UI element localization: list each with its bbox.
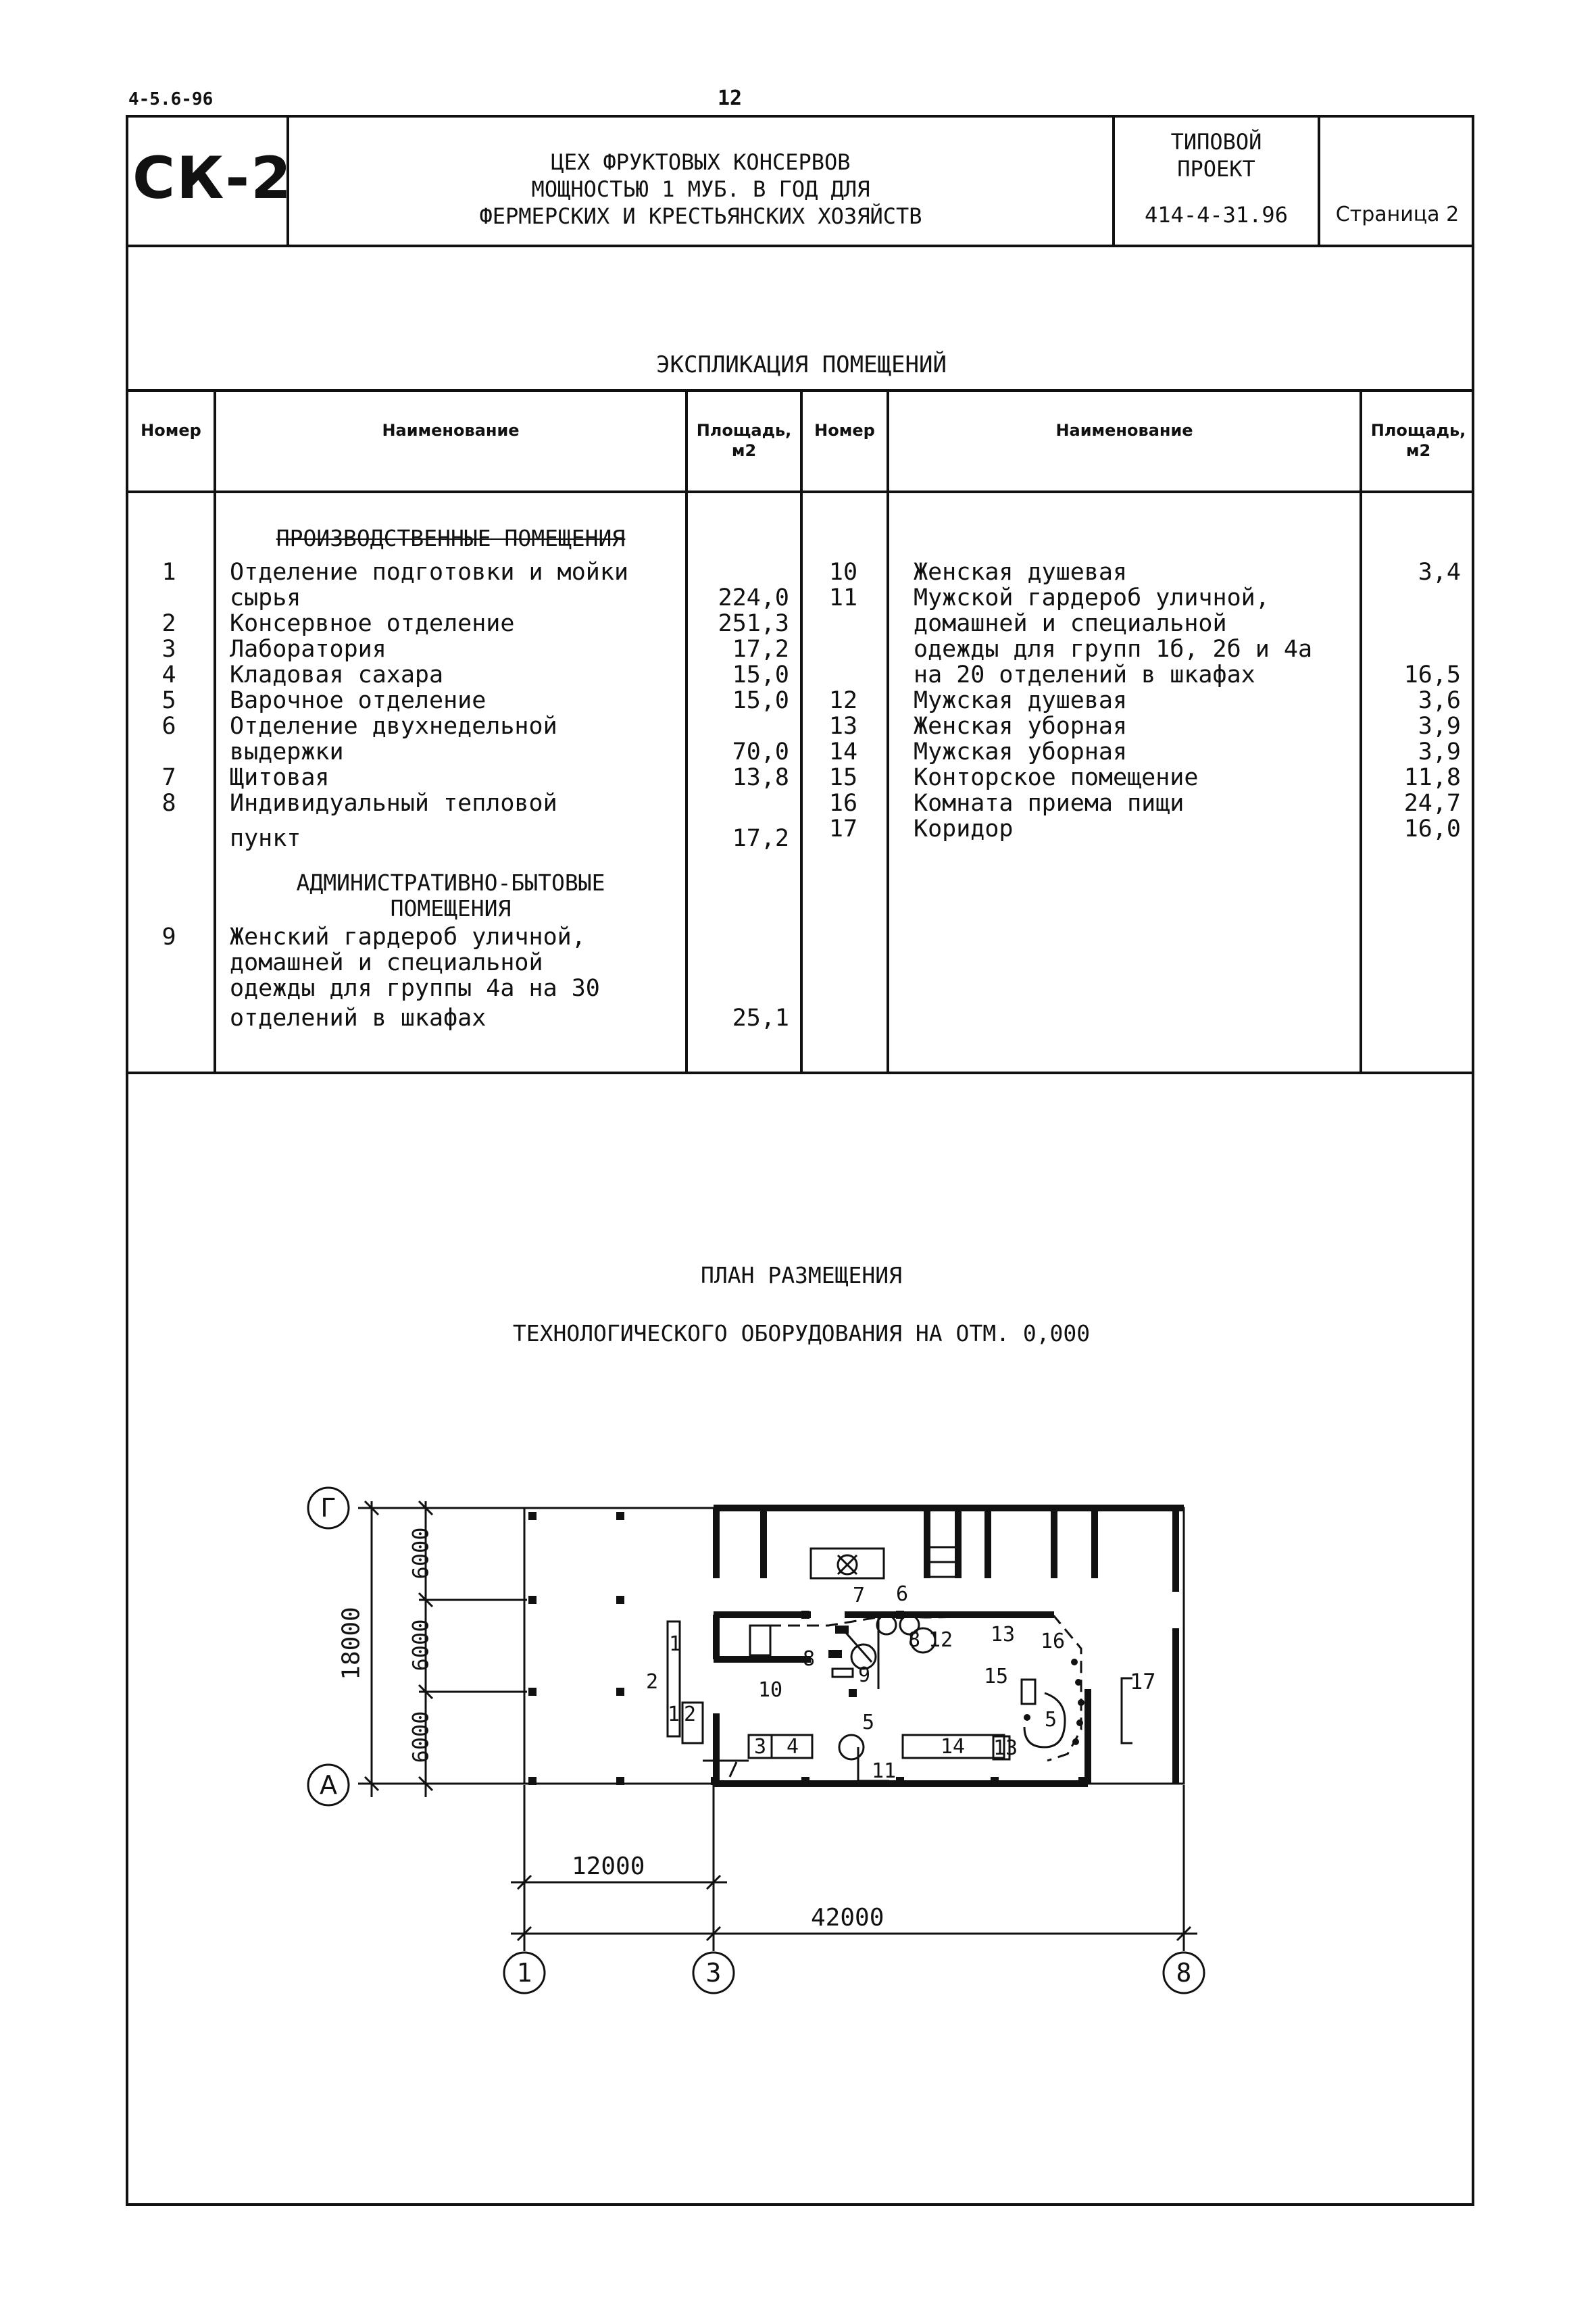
left-row-area: 15,0 xyxy=(732,661,789,688)
equip-mark: 17 xyxy=(1130,1669,1156,1694)
left-row-area: 17,2 xyxy=(732,825,789,852)
left-row-no: 1 xyxy=(161,559,176,586)
right-row-area: 16,5 xyxy=(1403,661,1461,688)
right-row-name: Мужская душевая xyxy=(914,687,1128,714)
axis-label-3: 3 xyxy=(705,1958,722,1988)
right-row-name: на 20 отделений в шкафах xyxy=(914,661,1255,688)
plan-title: ПЛАН РАЗМЕЩЕНИЯ xyxy=(700,1262,902,1288)
left-row-name: Щитовая xyxy=(230,764,330,791)
left-row-no: 4 xyxy=(161,661,176,688)
equip-mark: 13 xyxy=(991,1623,1016,1646)
left-row-name: сырья xyxy=(230,584,301,611)
equip-mark: 5 xyxy=(1045,1708,1057,1732)
axis-label-G: Г xyxy=(320,1493,336,1523)
left-row-area: 251,3 xyxy=(718,610,789,637)
equip-mark: 14 xyxy=(941,1735,966,1759)
left-row-no: 5 xyxy=(161,687,176,714)
left-row-no: 2 xyxy=(161,610,176,637)
equip-mark: 10 xyxy=(758,1678,783,1702)
project-title-line-2: МОЩНОСТЬЮ 1 МУБ. В ГОД ДЛЯ xyxy=(531,176,870,202)
equip-mark: 7 xyxy=(853,1584,866,1607)
equip-mark: 13 xyxy=(993,1736,1018,1760)
left-row-no: 3 xyxy=(161,636,176,663)
right-row-area: 3,6 xyxy=(1418,687,1461,714)
left-row-area: 224,0 xyxy=(718,584,789,611)
right-row-name: Конторское помещение xyxy=(914,764,1199,791)
left-row-name: отделений в шкафах xyxy=(230,1005,487,1032)
equip-mark: 1 xyxy=(668,1703,680,1726)
right-row-name: Женская душевая xyxy=(914,559,1128,586)
right-row-no: 14 xyxy=(828,738,858,765)
header-area-right-line-2: м2 xyxy=(1405,441,1431,460)
axis-label-8: 8 xyxy=(1176,1958,1192,1988)
equip-mark: 16 xyxy=(1041,1630,1066,1653)
sheet-number: 12 xyxy=(718,86,743,110)
project-type-line-2: ПРОЕКТ xyxy=(1177,156,1255,182)
left-row-name: Кладовая сахара xyxy=(230,661,444,688)
left-row-name: пункт xyxy=(230,825,301,852)
left-row-name: домашней и специальной xyxy=(230,949,543,976)
right-row-area: 24,7 xyxy=(1403,790,1461,817)
left-row-name: выдержки xyxy=(230,738,344,765)
left-row-no: 6 xyxy=(161,713,176,740)
header-area-left-line-2: м2 xyxy=(731,441,757,460)
group-production: ПРОИЗВОДСТВЕННЫЕ ПОМЕЩЕНИЯ xyxy=(276,525,626,551)
project-title-line-1: ЦЕХ ФРУКТОВЫХ КОНСЕРВОВ xyxy=(551,149,851,175)
right-row-no: 11 xyxy=(828,584,858,611)
left-row-area: 70,0 xyxy=(732,738,789,765)
left-row-name: одежды для группы 4а на 30 xyxy=(230,975,600,1002)
right-row-no: 10 xyxy=(828,559,858,586)
right-row-name: одежды для групп 1б, 2б и 4а xyxy=(914,636,1313,663)
left-row-name: Индивидуальный тепловой xyxy=(230,790,557,817)
right-row-area: 3,9 xyxy=(1418,713,1461,740)
dim-overall-width: 42000 xyxy=(811,1904,884,1932)
explication-title: ЭКСПЛИКАЦИЯ ПОМЕЩЕНИЙ xyxy=(656,351,947,378)
dim-first-span: 12000 xyxy=(572,1853,645,1880)
header-name-left: Наименование xyxy=(382,421,520,440)
equip-mark: 1 xyxy=(669,1632,682,1656)
plan-subtitle: ТЕХНОЛОГИЧЕСКОГО ОБОРУДОВАНИЯ НА ОТМ. 0,000 xyxy=(512,1320,1091,1347)
right-row-no: 17 xyxy=(828,815,858,842)
page-label: Страница 2 xyxy=(1335,203,1460,226)
right-row-area: 11,8 xyxy=(1403,764,1461,791)
dim-bay-top: 6000 xyxy=(407,1527,434,1580)
right-row-name: Мужская уборная xyxy=(914,738,1128,765)
project-number: 414-4-31.96 xyxy=(1145,202,1288,228)
left-row-name: Консервное отделение xyxy=(230,610,515,637)
dim-bay-middle: 6000 xyxy=(407,1619,434,1671)
group-admin-line-2: ПОМЕЩЕНИЯ xyxy=(390,895,512,922)
equip-mark: 15 xyxy=(984,1665,1009,1688)
equip-mark: 5 xyxy=(862,1711,875,1734)
equip-mark: 6 xyxy=(896,1582,909,1606)
right-row-name: Мужской гардероб уличной, xyxy=(914,584,1270,611)
axis-label-A: А xyxy=(320,1770,337,1800)
dim-overall-height: 18000 xyxy=(337,1607,366,1680)
left-row-name: Женский гардероб уличной, xyxy=(230,924,586,951)
right-row-name: Женская уборная xyxy=(914,713,1128,740)
equip-mark: 2 xyxy=(646,1670,659,1694)
equip-mark: 9 xyxy=(858,1663,871,1687)
left-row-area: 13,8 xyxy=(732,764,789,791)
equip-mark: 12 xyxy=(928,1628,953,1652)
right-row-name: домашней и специальной xyxy=(914,610,1227,637)
equip-mark: 4 xyxy=(787,1735,799,1759)
left-row-name: Варочное отделение xyxy=(230,687,487,714)
left-row-no: 9 xyxy=(161,924,176,951)
right-row-no: 16 xyxy=(828,790,858,817)
equip-mark: 11 xyxy=(872,1759,897,1783)
left-row-no: 8 xyxy=(161,790,176,817)
equip-mark: 3 xyxy=(754,1735,767,1759)
left-row-area: 25,1 xyxy=(732,1005,789,1032)
left-row-name: Отделение подготовки и мойки xyxy=(230,559,629,586)
right-row-name: Комната приема пищи xyxy=(914,790,1184,817)
left-row-name: Отделение двухнедельной xyxy=(230,713,557,740)
equip-mark: 2 xyxy=(684,1703,697,1726)
axis-label-1: 1 xyxy=(516,1958,532,1988)
document-code: 4-5.6-96 xyxy=(128,89,214,109)
left-row-area: 15,0 xyxy=(732,687,789,714)
equip-mark: 8 xyxy=(908,1628,921,1652)
right-row-name: Коридор xyxy=(914,815,1014,842)
right-row-area: 3,4 xyxy=(1418,559,1461,586)
left-row-name: Лаборатория xyxy=(230,636,386,663)
sheet-mark: СК-2 xyxy=(132,145,293,212)
right-row-no: 13 xyxy=(828,713,858,740)
equip-mark: 8 xyxy=(803,1647,816,1671)
right-row-area: 3,9 xyxy=(1418,738,1461,765)
header-number-left: Номер xyxy=(141,421,201,440)
right-row-no: 15 xyxy=(828,764,858,791)
header-area-left-line-1: Площадь, xyxy=(696,421,792,440)
header-number-right: Номер xyxy=(814,421,875,440)
header-area-right-line-1: Площадь, xyxy=(1370,421,1466,440)
right-row-area: 16,0 xyxy=(1403,815,1461,842)
header-name-right: Наименование xyxy=(1055,421,1193,440)
project-title-line-3: ФЕРМЕРСКИХ И КРЕСТЬЯНСКИХ ХОЗЯЙСТВ xyxy=(479,203,922,229)
dim-bay-bottom: 6000 xyxy=(407,1711,434,1763)
right-row-no: 12 xyxy=(828,687,858,714)
left-row-area: 17,2 xyxy=(732,636,789,663)
group-admin-line-1: АДМИНИСТРАТИВНО-БЫТОВЫЕ xyxy=(296,870,605,896)
left-row-no: 7 xyxy=(161,764,176,791)
project-type-line-1: ТИПОВОЙ xyxy=(1170,129,1262,155)
